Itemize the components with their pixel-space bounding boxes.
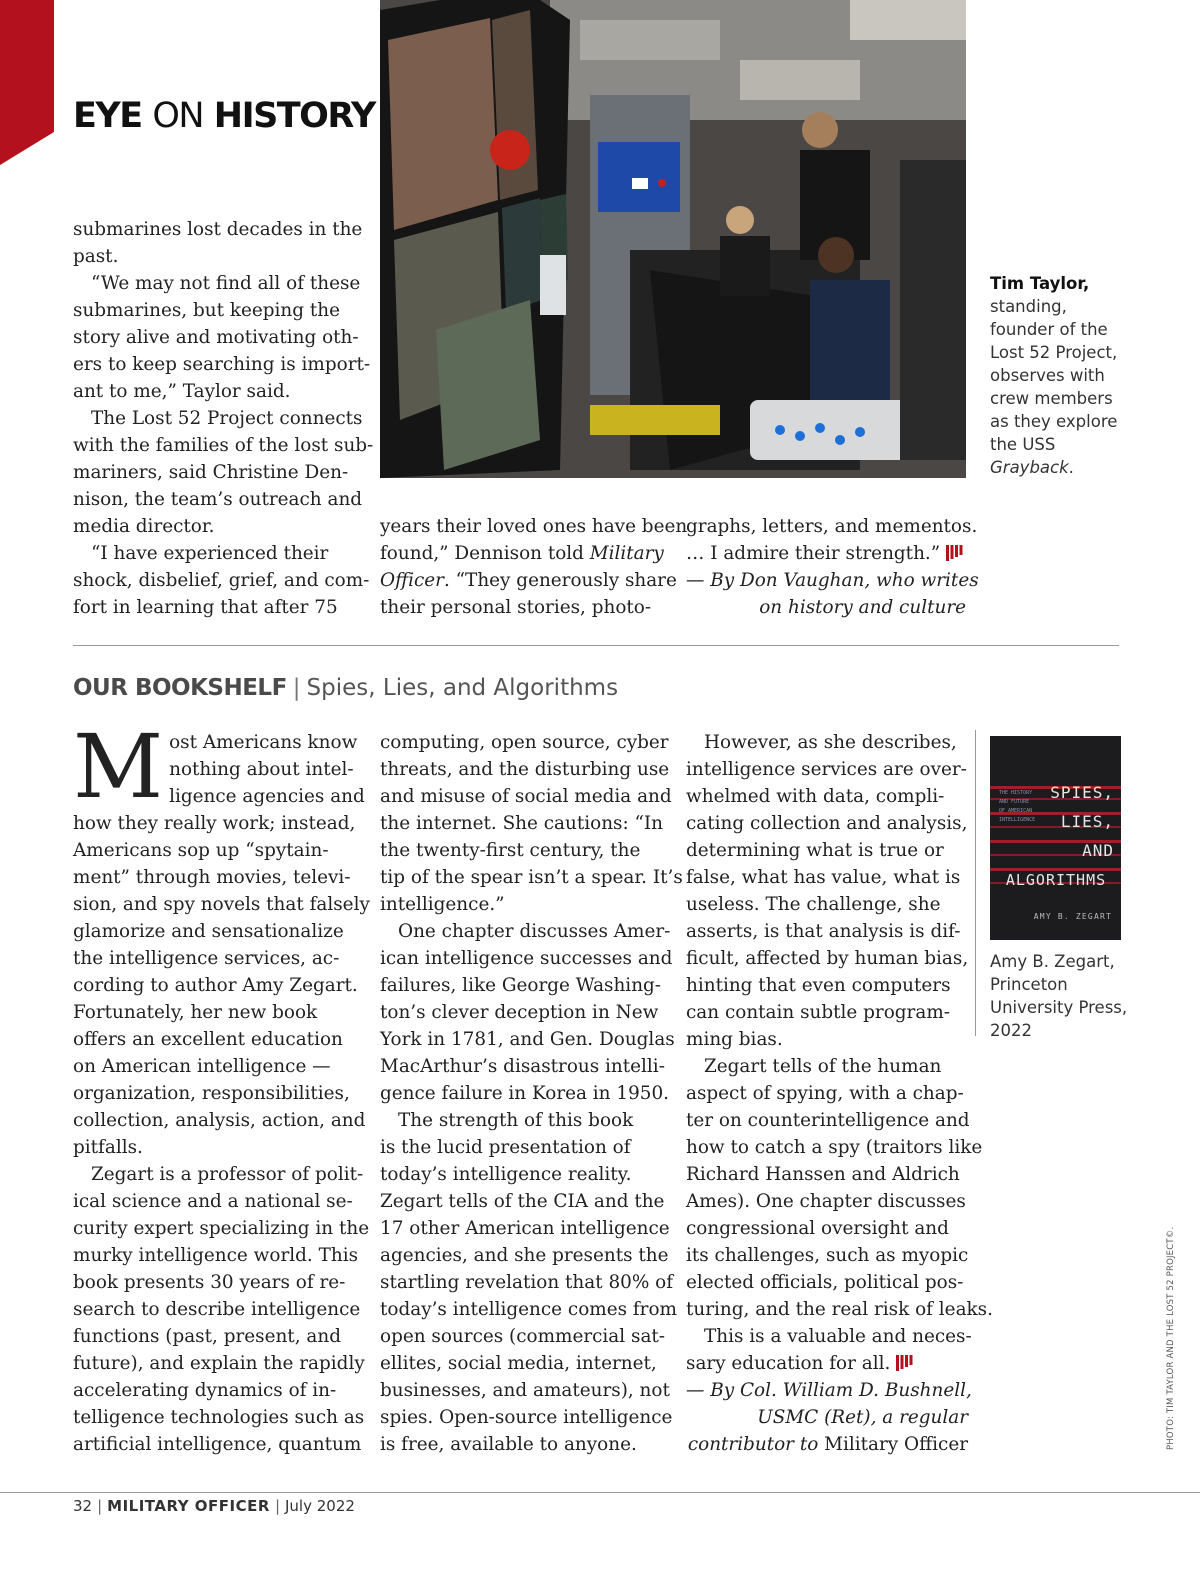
text-line: whelmed with data, compli-: [686, 786, 945, 807]
drop-cap: M: [73, 715, 164, 818]
text-line: pitfalls.: [73, 1137, 143, 1158]
byline-text: contributor to: [687, 1434, 825, 1455]
caption-line: [990, 456, 1140, 479]
caption-line: observes with: [990, 366, 1105, 385]
byline: [686, 1431, 968, 1458]
text-line: story alive and motivating oth-: [73, 327, 359, 348]
byline: [686, 594, 966, 621]
text-line: However, as she describes,: [704, 732, 957, 753]
section-divider: [73, 645, 1119, 646]
text-line: ment” through movies, televi-: [73, 867, 351, 888]
text-line: useless. The challenge, she: [686, 894, 941, 915]
book-caption-line: Amy B. Zegart,: [990, 952, 1115, 971]
text-line: shock, disbelief, grief, and com-: [73, 570, 370, 591]
book-title-line: ALGORITHMS: [1005, 871, 1107, 889]
text-line: murky intelligence world. This: [73, 1245, 359, 1266]
text-line: ers to keep searching is import-: [73, 354, 371, 375]
text-line: Zegart is a professor of polit-: [91, 1164, 364, 1185]
text-line: Ames). One chapter discusses: [686, 1191, 966, 1212]
text-line: can contain subtle program-: [686, 1002, 950, 1023]
text-line: graphs, letters, and mementos.: [686, 516, 978, 537]
book-title-line: LIES,: [1060, 812, 1114, 831]
byline-text: Military Officer: [824, 1434, 968, 1455]
header-separator: |: [292, 675, 301, 701]
section-header: [73, 96, 375, 136]
text-line: [686, 540, 966, 567]
text-line: “We may not find all of these: [91, 273, 361, 294]
text-line: submarines lost decades in the: [73, 219, 363, 240]
caption-line: founder of the: [990, 320, 1108, 339]
magazine-name-italic: Military: [589, 543, 664, 564]
bookshelf-header: [73, 675, 618, 701]
text-line: MacArthur’s disastrous intelli-: [380, 1056, 665, 1077]
text-line: telligence technologies such as: [73, 1407, 365, 1428]
book-cover: [990, 736, 1121, 940]
text-line: artificial intelligence, quantum: [73, 1434, 362, 1455]
text-line: glamorize and sensationalize: [73, 921, 344, 942]
text-line: intelligence services are over-: [686, 759, 967, 780]
text-line: ant to me,” Taylor said.: [73, 381, 291, 402]
ship-name: Grayback: [990, 458, 1069, 477]
header-word-history: HISTORY: [213, 96, 375, 136]
text-line: asserts, is that analysis is dif-: [686, 921, 961, 942]
text-line: is the lucid presentation of: [380, 1137, 631, 1158]
text-line: Zegart tells of the CIA and the: [380, 1191, 665, 1212]
end-mark-icon: [946, 545, 963, 561]
text-line: false, what has value, what is: [686, 867, 961, 888]
book-caption-line: Princeton: [990, 975, 1068, 994]
control-room-illustration: [380, 0, 966, 478]
bookshelf-column-1: [73, 715, 370, 1458]
text-line: One chapter discusses Amer-: [398, 921, 671, 942]
text-line: [686, 1350, 968, 1377]
text-line: failures, like George Washing-: [380, 975, 662, 996]
caption-line: standing,: [990, 297, 1067, 316]
text-line: accelerating dynamics of in-: [73, 1380, 337, 1401]
text-line: turing, and the real risk of leaks.: [686, 1299, 993, 1320]
issue-date: July 2022: [285, 1497, 355, 1515]
text-line: on American intelligence —: [73, 1056, 331, 1077]
text-line: computing, open source, cyber: [380, 732, 669, 753]
footer-separator: |: [274, 1497, 280, 1515]
text-line: how to catch a spy (traitors like: [686, 1137, 983, 1158]
text-line: ficult, affected by human bias,: [686, 948, 969, 969]
text-line: is free, available to anyone.: [380, 1434, 637, 1455]
end-mark-icon: [896, 1355, 913, 1371]
text-line: book presents 30 years of re-: [73, 1272, 346, 1293]
text-line: their personal stories, photo-: [380, 597, 652, 618]
text-line: future), and explain the rapidly: [73, 1353, 365, 1374]
text-line: past.: [73, 246, 119, 267]
text-line: ost Americans know: [169, 732, 358, 753]
text-line: elected officials, political pos-: [686, 1272, 964, 1293]
byline: [686, 1377, 972, 1404]
text-line: sion, and spy novels that falsely: [73, 894, 370, 915]
text-line: and misuse of social media and: [380, 786, 672, 807]
book-caption-line: University Press,: [990, 998, 1128, 1017]
text-line: the twenty-first century, the: [380, 840, 641, 861]
byline-text: USMC (Ret), a regular: [757, 1407, 968, 1428]
book-caption-line: 2022: [990, 1021, 1032, 1040]
text-line: how they really work; instead,: [73, 813, 356, 834]
text-line: cating collection and analysis,: [686, 813, 968, 834]
text-line: congressional oversight and: [686, 1218, 949, 1239]
text-line: submarines, but keeping the: [73, 300, 340, 321]
text-run: … I admire their strength.”: [686, 543, 941, 564]
red-corner-tab: [0, 0, 54, 165]
book-subtitle-line: INTELLIGENCE: [999, 817, 1036, 823]
bookshelf-column-3: [686, 729, 993, 1458]
text-line: ming bias.: [686, 1029, 783, 1050]
photo-caption: [990, 272, 1140, 479]
book-cover-author: AMY B. ZEGART: [1033, 912, 1112, 921]
text-line: nothing about intel-: [169, 759, 354, 780]
book-subtitle-line: THE HISTORY: [999, 790, 1033, 796]
text-line: its challenges, such as myopic: [686, 1245, 969, 1266]
text-line: Americans sop up “spytain-: [73, 840, 329, 861]
text-line: the internet. She cautions: “In: [380, 813, 664, 834]
text-line: today’s intelligence reality.: [380, 1164, 632, 1185]
text-line: aspect of spying, with a chap-: [686, 1083, 964, 1104]
caption-line: as they explore: [990, 412, 1118, 431]
magazine-name-italic: Officer: [380, 570, 444, 591]
text-line: today’s intelligence comes from: [380, 1299, 677, 1320]
text-line: determining what is true or: [686, 840, 944, 861]
bookshelf-label: OUR BOOKSHELF: [73, 675, 287, 701]
history-column-3: [686, 513, 979, 621]
text-line: cording to author Amy Zegart.: [73, 975, 358, 996]
text-line: open sources (commercial sat-: [380, 1326, 666, 1347]
text-line: nison, the team’s outreach and: [73, 489, 363, 510]
header-word-on: ON: [152, 96, 204, 136]
caption-line: crew members: [990, 389, 1113, 408]
text-line: the intelligence services, ac-: [73, 948, 340, 969]
text-run: sary education for all.: [686, 1353, 891, 1374]
magazine-name: MILITARY OFFICER: [107, 1497, 270, 1515]
text-line: spies. Open-source intelligence: [380, 1407, 673, 1428]
text-line: This is a valuable and neces-: [704, 1326, 972, 1347]
caption-line: the USS: [990, 435, 1056, 454]
text-line: gence failure in Korea in 1950.: [380, 1083, 670, 1104]
text-line: Richard Hanssen and Aldrich: [686, 1164, 960, 1185]
caption-name: Tim Taylor,: [990, 274, 1090, 293]
text-line: curity expert specializing in the: [73, 1218, 370, 1239]
book-caption: [990, 950, 1140, 1042]
caption-line: Lost 52 Project,: [990, 343, 1118, 362]
text-line: years their loved ones have been: [380, 516, 688, 537]
text-line: ter on counterintelligence and: [686, 1110, 970, 1131]
book-title: Spies, Lies, and Algorithms: [306, 675, 619, 701]
byline: [686, 567, 979, 594]
text-line: “I have experienced their: [91, 543, 329, 564]
text-line: ellites, social media, internet,: [380, 1353, 657, 1374]
control-room-photo: [380, 0, 966, 478]
text-line: hinting that even computers: [686, 975, 951, 996]
text-line: The strength of this book: [398, 1110, 634, 1131]
text-line: The Lost 52 Project connects: [91, 408, 363, 429]
page-number: 32: [73, 1497, 93, 1515]
text-run: . “They generously share: [443, 570, 677, 591]
footer-rule: [0, 1492, 1200, 1493]
text-line: offers an excellent education: [73, 1029, 343, 1050]
text-line: startling revelation that 80% of: [380, 1272, 674, 1293]
text-line: ical science and a national se-: [73, 1191, 353, 1212]
book-title-line: SPIES,: [1050, 783, 1114, 802]
text-line: with the families of the lost sub-: [73, 435, 374, 456]
text-line: functions (past, present, and: [73, 1326, 341, 1347]
book-subtitle-line: OF AMERICAN: [999, 808, 1033, 814]
text-line: businesses, and amateurs), not: [380, 1380, 670, 1401]
text-line: Fortunately, her new book: [73, 1002, 318, 1023]
text-line: collection, analysis, action, and: [73, 1110, 366, 1131]
byline-text: — By Col. William D. Bushnell,: [686, 1380, 972, 1401]
text-line: search to describe intelligence: [73, 1299, 361, 1320]
text-line: media director.: [73, 516, 215, 537]
text-run: found,” Dennison told: [380, 543, 590, 564]
text-line: Zegart tells of the human: [704, 1056, 942, 1077]
byline: [686, 1404, 968, 1431]
text-line: 17 other American intelligence: [380, 1218, 670, 1239]
book-title-line: AND: [1082, 841, 1114, 860]
text-line: mariners, said Christine Den-: [73, 462, 349, 483]
history-column-2: [380, 513, 688, 621]
text-line: ligence agencies and: [169, 786, 365, 807]
text-line: ican intelligence successes and: [380, 948, 673, 969]
text-line: York in 1781, and Gen. Douglas: [380, 1029, 675, 1050]
text-line: [380, 540, 670, 567]
vertical-rule: [975, 730, 976, 1036]
byline-text: — By Don Vaughan, who writes: [686, 570, 979, 591]
text-line: ton’s clever deception in New: [380, 1002, 659, 1023]
book-subtitle-line: AND FUTURE: [999, 799, 1030, 805]
book-cover-art: [990, 736, 1121, 940]
photo-credit: PHOTO: TIM TAYLOR AND THE LOST 52 PROJECT©.: [1166, 1226, 1176, 1450]
byline-text: on history and culture: [759, 597, 966, 618]
history-column-1: [73, 216, 374, 621]
text-line: [380, 567, 677, 594]
text-line: tip of the spear isn’t a spear. It’s: [380, 867, 683, 888]
footer-separator: |: [97, 1497, 103, 1515]
text-line: agencies, and she presents the: [380, 1245, 669, 1266]
text-line: fort in learning that after 75: [73, 597, 338, 618]
page-footer: [73, 1497, 355, 1515]
bookshelf-column-2: [380, 729, 683, 1458]
header-word-eye: EYE: [73, 96, 142, 136]
text-line: intelligence.”: [380, 894, 505, 915]
caption-end: .: [1068, 458, 1074, 477]
text-line: organization, responsibilities,: [73, 1083, 350, 1104]
text-line: threats, and the disturbing use: [380, 759, 670, 780]
